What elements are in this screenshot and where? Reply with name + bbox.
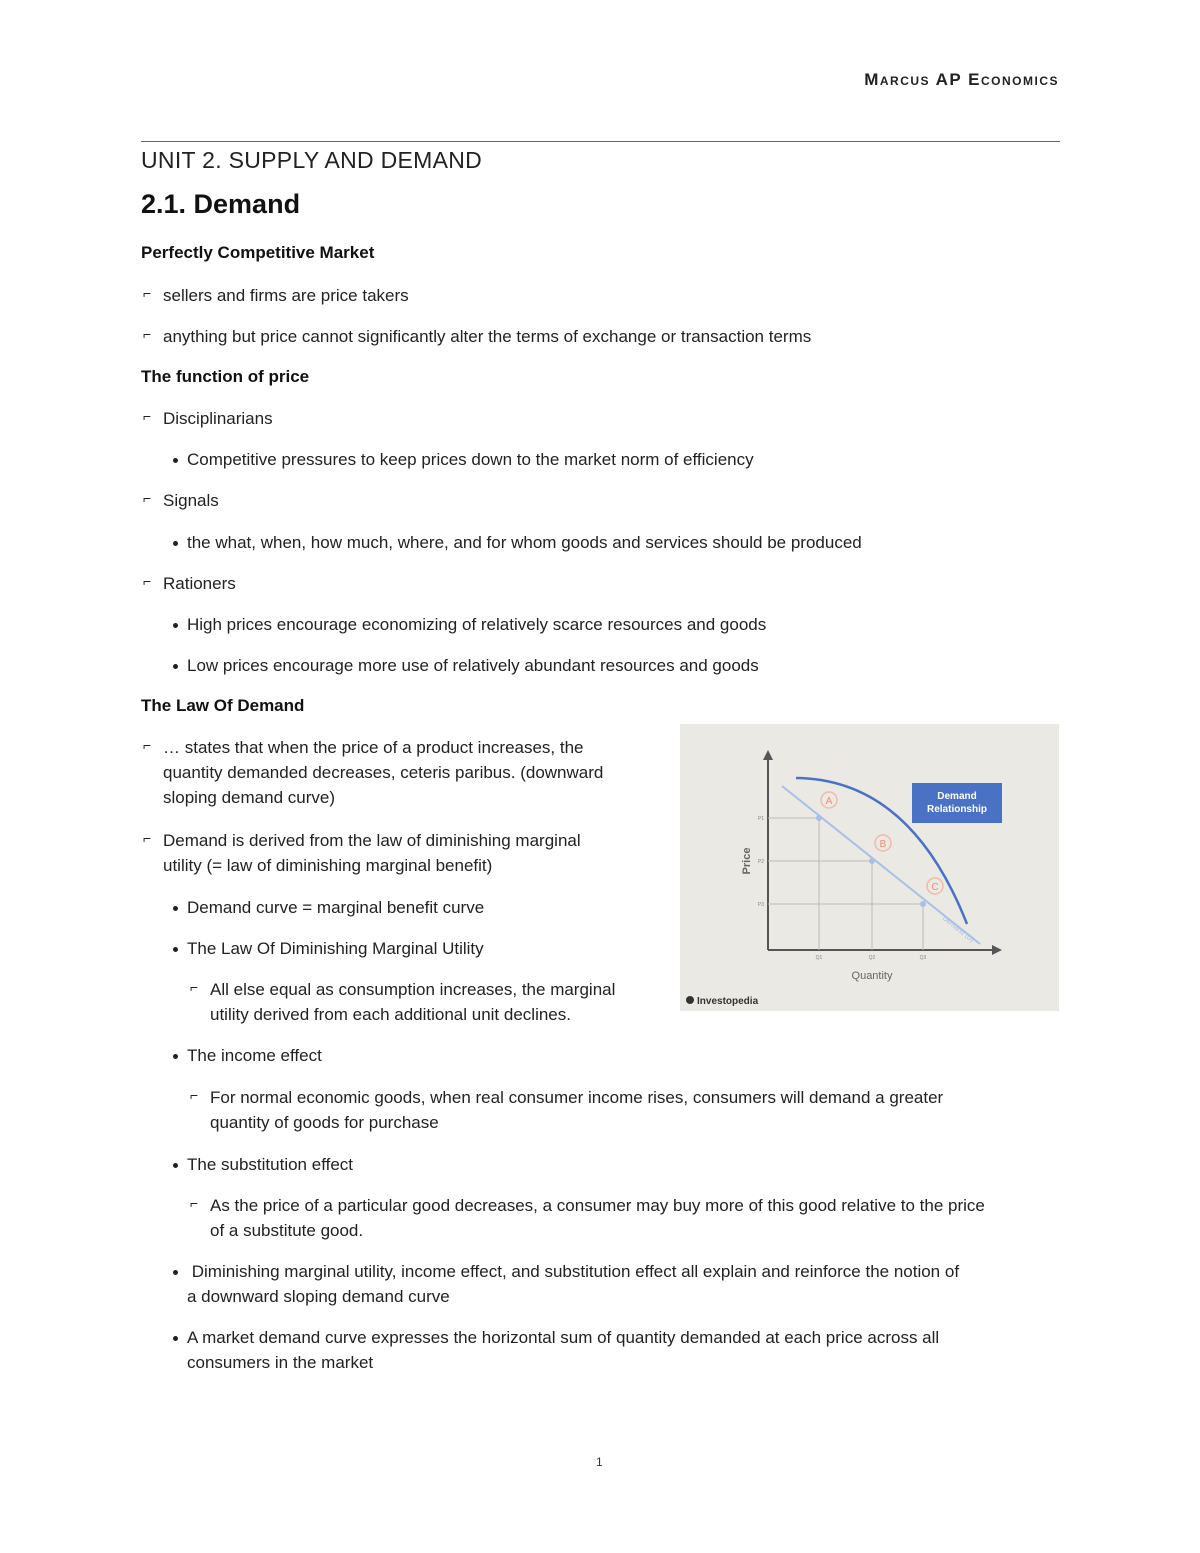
point-c-marker: [920, 901, 926, 907]
list-item: As the price of a particular good decreases, a consumer may buy more of this good relative to the price: [210, 1196, 985, 1215]
dot-bullet: [173, 947, 178, 952]
y-tick-label: P2: [757, 859, 764, 865]
demand-chart: [680, 724, 1059, 1011]
list-item: The Law Of Diminishing Marginal Utility: [187, 939, 484, 958]
list-item-cont: quantity demanded decreases, ceteris paribus. (downward: [163, 763, 604, 782]
list-item: For normal economic goods, when real consumer income rises, consumers will demand a greater: [210, 1088, 944, 1107]
point-b-marker: [869, 858, 875, 864]
dot-bullet: [173, 623, 178, 628]
list-item-cont: utility (= law of diminishing marginal benefit): [163, 856, 493, 875]
dash-bullet: ⌐: [143, 573, 152, 589]
dash-bullet: ⌐: [190, 1195, 199, 1211]
dot-bullet: [173, 541, 178, 546]
point-a-marker: [816, 815, 822, 821]
callout-line1: Demand: [937, 791, 977, 802]
list-item: Demand curve = marginal benefit curve: [187, 898, 485, 917]
list-item: Signals: [163, 491, 219, 510]
page-number: 1: [596, 1455, 603, 1469]
list-item: anything but price cannot significantly alter the terms of exchange or transaction terms: [163, 327, 812, 346]
dot-bullet: [173, 1163, 178, 1168]
dot-bullet: [173, 1336, 178, 1341]
x-axis-label: Quantity: [851, 970, 893, 982]
perfect-market-heading: Perfectly Competitive Market: [141, 243, 375, 262]
dot-bullet: [173, 1270, 178, 1275]
y-axis-label: Price: [741, 847, 753, 875]
y-tick-label: P3: [757, 902, 764, 908]
list-item: The income effect: [187, 1046, 322, 1065]
list-item: All else equal as consumption increases, the marginal: [210, 980, 616, 999]
list-item-cont: a downward sloping demand curve: [187, 1287, 450, 1306]
point-a-label: A: [825, 796, 833, 807]
unit-title: UNIT 2. SUPPLY AND DEMAND: [141, 147, 483, 173]
list-item-cont: consumers in the market: [187, 1353, 374, 1372]
point-b-label: B: [879, 839, 887, 850]
callout-box: [912, 783, 1002, 823]
dash-bullet: ⌐: [143, 490, 152, 506]
dash-bullet: ⌐: [143, 830, 152, 846]
list-item-cont: quantity of goods for purchase: [210, 1113, 439, 1132]
list-item-cont: sloping demand curve): [163, 788, 335, 807]
investopedia-logo-icon: [686, 996, 694, 1004]
curve-label: Demand (D): [940, 915, 976, 945]
list-item: Low prices encourage more use of relatively abundant resources and goods: [187, 656, 759, 675]
list-item-cont: utility derived from each additional unit declines.: [210, 1005, 571, 1024]
dot-bullet: [173, 1054, 178, 1059]
dash-bullet: ⌐: [143, 326, 152, 342]
list-item: The substitution effect: [187, 1155, 354, 1174]
callout-line2: Relationship: [926, 804, 988, 815]
list-item: … states that when the price of a product increases, the: [163, 738, 584, 757]
section-title: 2.1. Demand: [141, 189, 301, 219]
dot-bullet: [173, 906, 178, 911]
header-rule: [141, 141, 1060, 142]
x-tick-label: Q3: [919, 955, 927, 961]
list-item: sellers and firms are price takers: [163, 286, 409, 305]
y-tick-label: P1: [757, 816, 764, 822]
dash-bullet: ⌐: [190, 1087, 199, 1103]
header-brand: Marcus AP Economics: [864, 70, 1059, 89]
dash-bullet: ⌐: [190, 979, 199, 995]
point-c-label: C: [931, 882, 939, 893]
list-item: High prices encourage economizing of relatively scarce resources and goods: [187, 615, 767, 634]
dash-bullet: ⌐: [143, 737, 152, 753]
dash-bullet: ⌐: [143, 408, 152, 424]
list-item: Rationers: [163, 574, 236, 593]
price-function-heading: The function of price: [141, 367, 310, 386]
demand-figure: [680, 724, 1059, 1011]
list-item: the what, when, how much, where, and for whom goods and services should be produced: [187, 533, 862, 552]
x-tick-label: Q2: [868, 955, 876, 961]
y-axis-arrow: [763, 750, 773, 760]
list-item: A market demand curve expresses the horizontal sum of quantity demanded at each price across all: [187, 1328, 940, 1347]
list-item: Disciplinarians: [163, 409, 273, 428]
list-item-cont: of a substitute good.: [210, 1221, 364, 1240]
x-tick-label: Q1: [815, 955, 823, 961]
source-label: Investopedia: [697, 996, 759, 1007]
list-item: Competitive pressures to keep prices down to the market norm of efficiency: [187, 450, 754, 469]
list-item: Demand is derived from the law of diminishing marginal: [163, 831, 581, 850]
law-of-demand-heading: The Law Of Demand: [141, 696, 305, 715]
dash-bullet: ⌐: [143, 285, 152, 301]
list-item: Diminishing marginal utility, income effect, and substitution effect all explain and reinforce the notion of: [187, 1262, 960, 1281]
dot-bullet: [173, 458, 178, 463]
x-axis-arrow: [992, 945, 1002, 955]
dot-bullet: [173, 664, 178, 669]
